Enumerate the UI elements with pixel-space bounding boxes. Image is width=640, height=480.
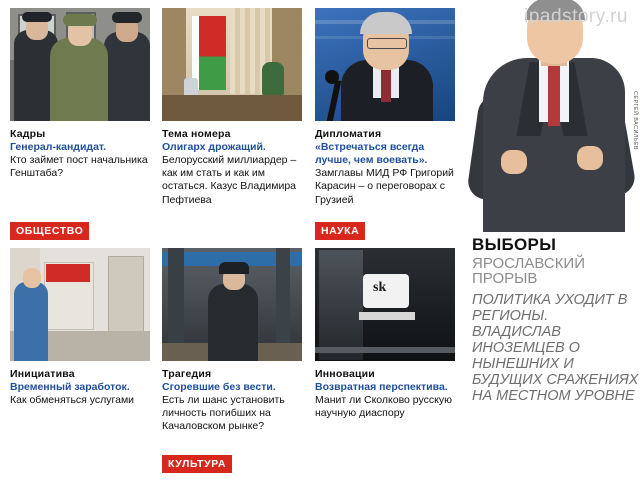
office-interior-photo[interactable] xyxy=(162,8,302,121)
cover-title: ВЫБОРЫ xyxy=(472,235,557,254)
article-rubric: Инновации xyxy=(315,368,375,380)
soldiers-photo[interactable] xyxy=(10,8,150,121)
article-lead: Генерал-кандидат. xyxy=(10,141,107,153)
article-body: Кто займет пост начальника Генштаба? xyxy=(10,154,148,180)
article-card[interactable] xyxy=(315,248,455,420)
article-card[interactable] xyxy=(10,8,150,180)
fire-scene-photo[interactable] xyxy=(162,248,302,361)
article-body: Замглавы МИД РФ Григорий Карасин – о переговорах с Грузией xyxy=(315,167,454,206)
cover-description: ПОЛИТИКА УХОДИТ В РЕГИОНЫ. ВЛАДИСЛАВ ИНОЗЕМЦЕВ О НЫНЕШНИХ И БУДУЩИХ СРАЖЕНИЯХ НА МЕСТНОМ УРОВНЕ xyxy=(472,292,639,404)
article-body: Манит ли Сколково русскую научную диаспору xyxy=(315,394,452,420)
watermark-text: ipadstory.ru xyxy=(524,6,628,27)
skolkovo-sign-photo[interactable]: sk xyxy=(315,248,455,361)
article-card[interactable] xyxy=(162,8,302,207)
cover-text-block xyxy=(472,236,640,405)
cover-column xyxy=(465,0,640,480)
article-rubric: Тема номера xyxy=(162,128,231,140)
article-lead: Сгоревшие без вести. xyxy=(162,381,276,393)
article-rubric: Кадры xyxy=(10,128,46,140)
article-lead: Возвратная перспектива. xyxy=(315,381,448,393)
man-in-suit-photo[interactable] xyxy=(465,0,640,232)
diplomat-photo[interactable] xyxy=(315,8,455,121)
article-rubric: Инициатива xyxy=(10,368,75,380)
article-body: Как обменяться услугами xyxy=(10,394,135,407)
article-card[interactable] xyxy=(162,248,302,434)
office-banner-photo[interactable] xyxy=(10,248,150,361)
article-lead: «Встречаться всегда лучше, чем воевать». xyxy=(315,141,428,167)
section-label-nauka[interactable]: НАУКА xyxy=(315,222,365,240)
article-body: Белорусский миллиардер – как им стать и как им остаться. Казус Владимира Пефтиева xyxy=(162,154,297,206)
article-lead: Олигарх дрожащий. xyxy=(162,141,266,153)
article-rubric: Дипломатия xyxy=(315,128,382,140)
photo-credit: СЕРГЕЙ ВАСИЛЬЕВ xyxy=(632,91,638,150)
article-rubric: Трагедия xyxy=(162,368,212,380)
article-lead: Временный заработок. xyxy=(10,381,130,393)
section-label-kultura[interactable]: КУЛЬТУРА xyxy=(162,455,232,473)
article-card[interactable] xyxy=(315,8,455,207)
article-card[interactable] xyxy=(10,248,150,407)
article-body: Есть ли шанс установить личность погибших на Качаловском рынке? xyxy=(162,394,285,433)
section-label-obshestvo[interactable]: ОБЩЕСТВО xyxy=(10,222,89,240)
cover-subtitle: ЯРОСЛАВСКИЙ ПРОРЫВ xyxy=(472,254,585,288)
